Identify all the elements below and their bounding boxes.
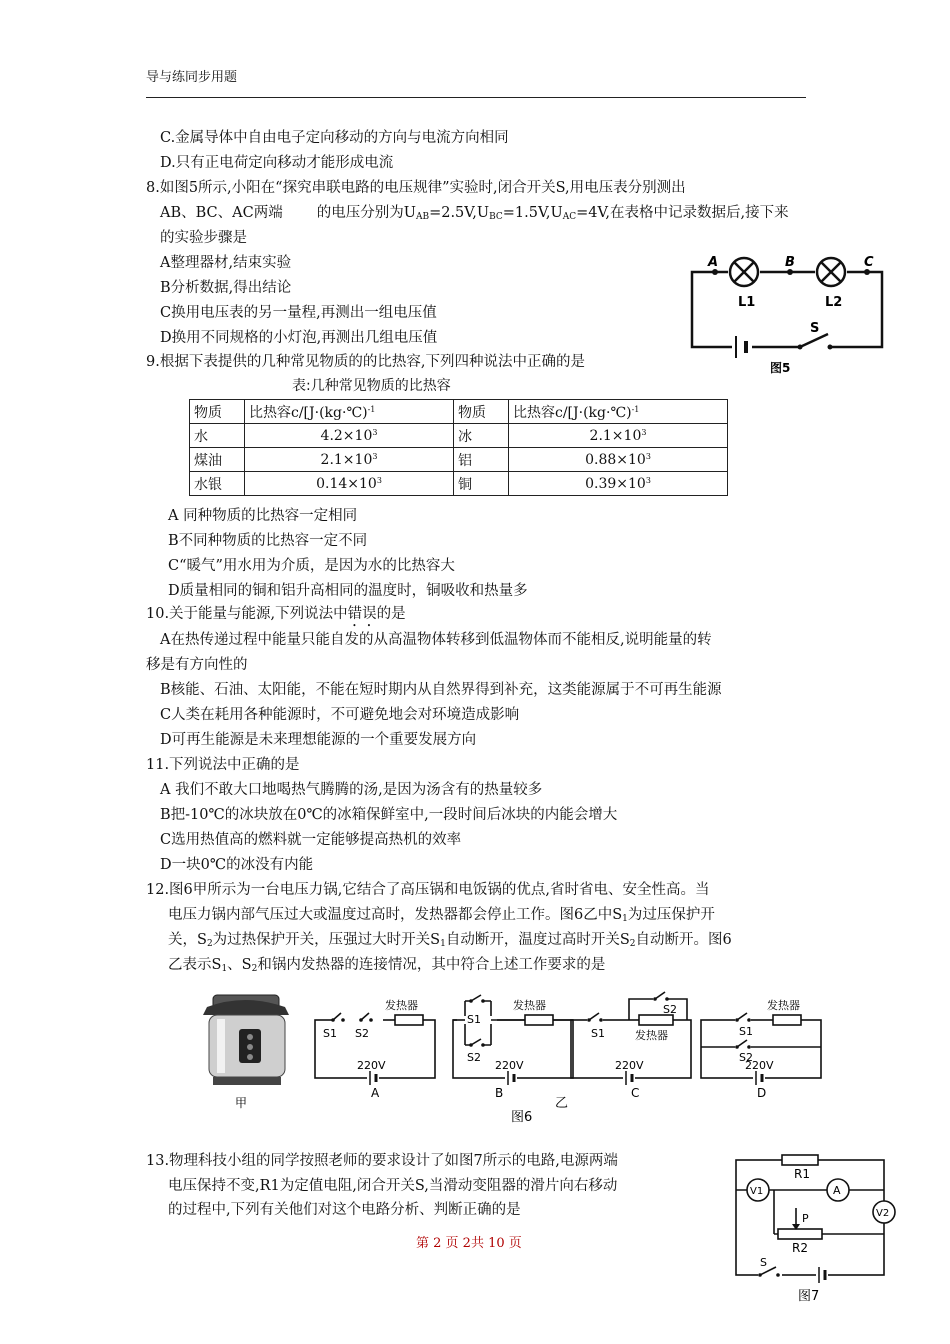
page-footer: 第 2 页 2共 10 页 [416,1236,522,1251]
q8-option-b: B分析数据,得出结论 [160,280,292,296]
fig6-label-yi: 乙 [555,1096,569,1111]
fig6c-s1: S1 [591,1027,605,1040]
fig6-circuit-c [571,992,691,1100]
q11-stem: 11.下列说法中正确的是 [146,757,300,773]
figure-5-circuit [680,250,890,380]
q9-table-title: 表:几种常见物质的比热容 [292,378,451,394]
fig7-label-r1: R1 [794,1167,810,1181]
fig6-caption: 图6 [511,1110,533,1125]
q11-option-a: A 我们不敢大口地喝热气腾腾的汤,是因为汤含有的热量较多 [160,782,543,798]
fig6d-s2: S2 [739,1051,753,1064]
fig6b-s2: S2 [467,1051,481,1064]
table-header: 比热容c/[J·(kg·℃)$^{-1}$ [509,400,728,424]
fig6-label-jia: 甲 [235,1096,248,1110]
q8-stem-line2: AB、BC、AC两端 的电压分别为$U_{AB}=2.5V,U_{BC}=1.5V,U_{AC}=4V$,在表格中记录数据后,接下来 [160,205,789,222]
q13-stem-line1: 13.物理科技小组的同学按照老师的要求设计了如图7所示的电路,电源两端 [146,1153,618,1169]
fig6c-voltage: 220V [615,1059,644,1072]
fig5-label-a: A [708,255,719,270]
fig6d-voltage: 220V [745,1059,774,1072]
fig7-label-v1: V1 [750,1186,764,1197]
fig6c-heater-label: 发热器 [635,1029,668,1042]
fig5-label-l1: L1 [738,295,756,310]
q10-option-a-line1: A在热传递过程中能量只能自发的从高温物体转移到低温物体而不能相反,说明能量的转 [160,632,712,648]
fig6a-heater-label: 发热器 [385,999,418,1012]
header-divider [146,97,806,98]
fig6-label-b: B [495,1086,504,1100]
table-row: 水银 $0.14\times 10^3$ 铜 $0.39\times 10^3$ [190,472,728,496]
q8-option-c: C换用电压表的另一量程,再测出一组电压值 [160,305,437,321]
fig6d-heater-label: 发热器 [767,999,800,1012]
q8-option-d: D换用不同规格的小灯泡,再测出几组电压值 [160,330,438,346]
q10-option-a-line2: 移是有方向性的 [146,657,248,673]
fig6d-s1: S1 [739,1025,753,1038]
fig6-circuit-d [701,998,821,1100]
figure-7-circuit [722,1150,902,1310]
fig7-label-p: P [802,1212,809,1225]
fig6a-s2: S2 [355,1027,369,1040]
figure-6 [195,985,845,1130]
fig7-label-s: S [760,1256,767,1269]
fig5-label-c: C [864,255,874,270]
q11-option-c: C选用热值高的燃料就一定能够提高热机的效率 [160,832,462,848]
fig5-label-b: B [785,255,795,270]
q10-option-b: B核能、石油、太阳能，不能在短时期内从自然界得到补充，这类能源属于不可再生能源 [160,682,722,698]
q8-stem-line1: 8.如图5所示,小阳在“探究串联电路的电压规律”实验时,闭合开关S,用电压表分别测出 [146,180,686,196]
fig5-caption: 图5 [770,361,791,375]
fig6b-heater-label: 发热器 [513,999,546,1012]
q8-stem-line3: 的实验步骤是 [160,230,247,246]
header-title: 导与练同步用题 [146,70,238,85]
table-header: 物质 [190,400,245,424]
fig6b-s1: S1 [467,1013,481,1026]
q10-option-c: C人类在耗用各种能源时，不可避免地会对环境造成影响 [160,707,520,723]
pressure-cooker-image [203,995,289,1110]
fig6-label-a: A [371,1086,380,1100]
fig7-label-v2: V2 [876,1208,890,1219]
fig5-label-s: S [810,321,820,336]
fig7-label-r2: R2 [792,1241,808,1255]
q12-stem-line1: 12.图6甲所示为一台电压力锅,它结合了高压锅和电饭锅的优点,省时省电、安全性高。当 [146,882,710,898]
q8-option-a: A整理器材,结束实验 [160,255,292,271]
fig6-label-d: D [757,1086,767,1100]
q12-stem-line4: 乙表示$S_1$、$S_2$和锅内发热器的连接情况，其中符合上述工作要求的是 [168,957,606,974]
q12-stem-line2: 电压力锅内部气压过大或温度过高时，发热器都会停止工作。图6乙中$S_1$为过压保护开 [168,907,715,924]
table-header-row [190,400,728,424]
table-row: 煤油 $2.1\times 10^3$ 铝 $0.88\times 10^3$ [190,448,728,472]
q11-option-b: B把-10℃的冰块放在0℃的冰箱保鲜室中,一段时间后冰块的内能会增大 [160,807,618,823]
fig6-label-c: C [631,1086,640,1100]
fig6a-voltage: 220V [357,1059,386,1072]
q13-stem-line3: 的过程中,下列有关他们对这个电路分析、判断正确的是 [168,1202,521,1218]
table-header: 比热容c/[J·(kg·℃)$^{-1}$ [245,400,454,424]
q9-stem: 9.根据下表提供的几种常见物质的的比热容,下列四种说法中正确的是 [146,354,585,370]
q7-option-c: C.金属导体中自由电子定向移动的方向与电流方向相同 [160,130,509,146]
specific-heat-table [189,399,728,496]
fig6a-s1: S1 [323,1027,337,1040]
fig6-circuit-b [453,995,573,1100]
q10-stem: 10.关于能量与能源,下列说法中错误的是 [146,606,406,622]
table-row: 水 $4.2\times 10^3$ 冰 $2.1\times 10^3$ [190,424,728,448]
q10-option-d: D可再生能源是未来理想能源的一个重要发展方向 [160,732,477,748]
q9-option-b: B不同种物质的比热容一定不同 [168,533,368,549]
fig6c-s2: S2 [663,1003,677,1016]
fig5-label-l2: L2 [825,295,843,310]
fig6b-voltage: 220V [495,1059,524,1072]
q9-option-c: C“暖气”用水用为介质，是因为水的比热容大 [168,558,455,574]
fig6-circuit-a [315,998,435,1100]
fig7-label-a: A [833,1184,841,1197]
q11-option-d: D一块0℃的冰没有内能 [160,857,314,873]
fig7-caption: 图7 [798,1289,820,1304]
q9-option-a: A 同种物质的比热容一定相同 [168,508,358,524]
table-header: 物质 [454,400,509,424]
q13-stem-line2: 电压保持不变,R1为定值电阻,闭合开关S,当滑动变阻器的滑片向右移动 [168,1178,618,1194]
q7-option-d: D.只有正电荷定向移动才能形成电流 [160,155,394,171]
q12-stem-line3: 关，$S_2$为过热保护开关，压强过大时开关$S_1$自动断开，温度过高时开关$S_2$自动断开。图6 [168,932,732,949]
q9-option-d: D质量相同的铜和铝升高相同的温度时，铜吸收和热量多 [168,583,528,599]
